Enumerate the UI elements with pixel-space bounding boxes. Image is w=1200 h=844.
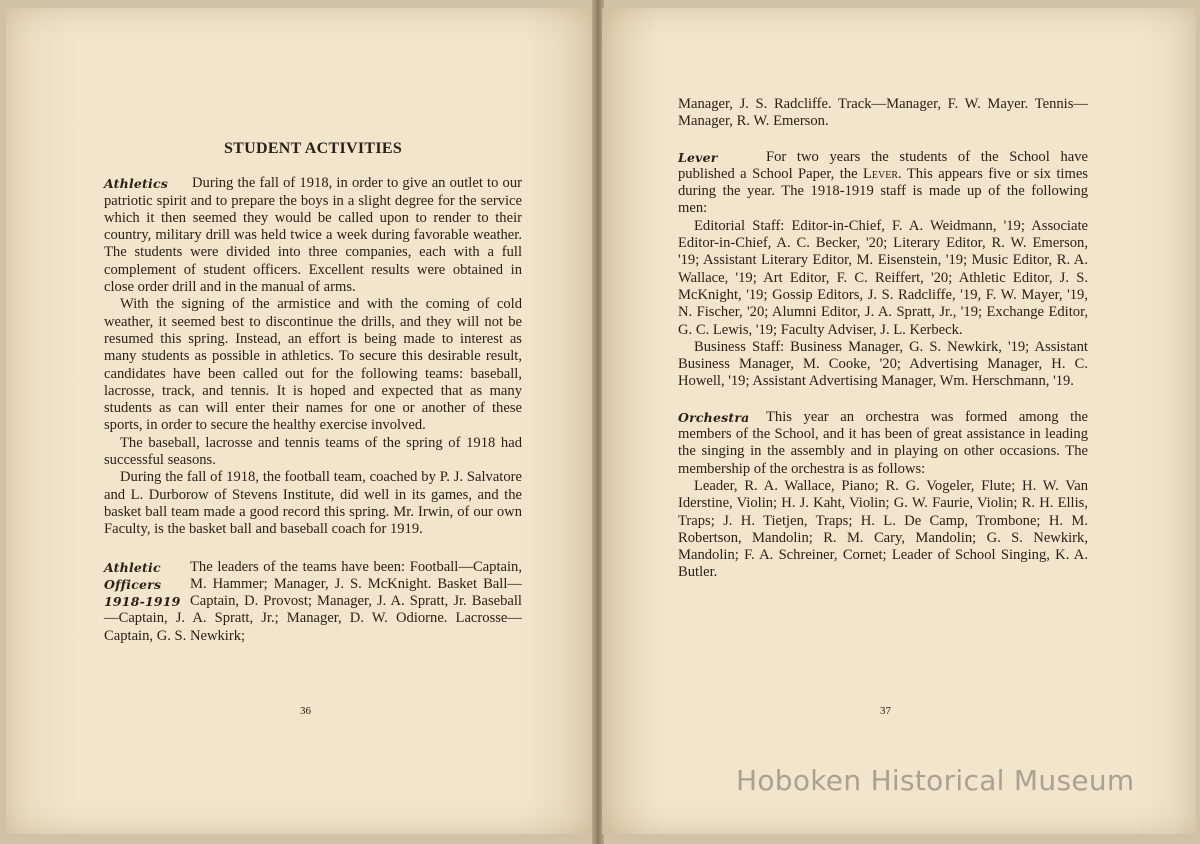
orchestra-heading: Orchestra: [678, 409, 750, 425]
officers-heading-line-1: Athletic: [104, 559, 161, 575]
athletics-heading: Athletics: [104, 176, 169, 192]
athletic-officers-heading: [104, 559, 190, 611]
page-number-right: 37: [880, 705, 891, 717]
lever-section: [678, 149, 1088, 391]
left-page-column: [104, 140, 522, 645]
right-page: [602, 8, 1196, 834]
lever-intro-text-after: This appears five or six times during the year. The 1918-1919 staff is made up of the following men:: [678, 165, 1088, 217]
orchestra-section: [678, 409, 1088, 582]
page-title: STUDENT ACTIVITIES: [223, 140, 403, 157]
lever-editorial-staff: Editorial Staff: Editor-in-Chief, F. A. Weidmann, '19; Associate Editor-in-Chief, A. C. Becker, '20; Literary Editor, R. W. Emerson, '19; Assistant Literary Editor, M. Eisenstein, '19; Music Editor, R. A. Wallace, '19; Art Editor, F. C. Reiffert, '20; Athletic Editor, J. S. McKnight, '19; Gossip Editors, J. S. Radcliffe, '19, F. W. Mayer, '19, N. Fischer, '20; Alumni Editor, J. A. Spratt, Jr., '19; Exchange Editor, G. C. Lewis, '19; Faculty Adviser, J. L. Kerbeck.: [678, 217, 1088, 338]
orchestra-members: Leader, R. A. Wallace, Piano; R. G. Vogeler, Flute; H. W. Van Iderstine, Violin; H. J. Kaht, Violin; G. W. Faurie, Violin; R. H. Ellis, Traps; J. H. Tietjen, Traps; H. L. De Camp, Trombone; H. M. Robertson, Mandolin; R. M. Cary, Mandolin; G. S. Newkirk, Mandolin; F. A. Schreiner, Cornet; Leader of School Singing, K. A. Butler.: [678, 477, 1088, 581]
athletic-officers-section: [104, 559, 522, 645]
officers-heading-line-2: Officers: [104, 576, 162, 592]
officers-continuation: Manager, J. S. Radcliffe. Track—Manager, F. W. Mayer. Tennis—Manager, R. W. Emerson.: [678, 96, 1088, 130]
athletic-officers-text: The leaders of the teams have been: Football—Captain, M. Hammer; Manager, J. S. McKnight. Basket Ball—Captain, D. Provost; Manager, J. A. Spratt, Jr. Baseball—Captain, J. A. Spratt, Jr.; Manager, D. W. Odiorne. Lacrosse—Captain, G. S. Newkirk;: [104, 558, 522, 644]
page-number-left: 36: [300, 705, 311, 717]
athletics-paragraph-4: During the fall of 1918, the football team, coached by P. J. Salvatore and L. Durborow of Stevens Institute, did well in its games, and the basket ball team made a good record this spring. Mr. Irwin, of our own Faculty, is the basket ball and baseball coach for 1919.: [104, 469, 522, 538]
lever-heading: Lever: [678, 149, 718, 165]
lever-intro-text-before: For two years the students of the School have published a School Paper, the: [678, 148, 1088, 182]
right-page-column: [678, 96, 1088, 582]
athletics-paragraph-2: With the signing of the armistice and with the coming of cold weather, it seemed best to discontinue the drills, and they will not be resumed this spring. Instead, an effort is being made to interest as many students as possible in athletics. To secure this desirable result, candidates have been called out for the following teams: baseball, lacrosse, track, and tennis. It is hoped and expected that as many students as can will enter their names for one or another of these sports, in order to secure the healthy exercise involved.: [104, 296, 522, 434]
left-page: [6, 8, 594, 834]
lever-business-staff: Business Staff: Business Manager, G. S. Newkirk, '19; Assistant Business Manager, M. Cooke, '20; Advertising Manager, H. C. Howell, '19; Assistant Advertising Manager, Wm. Herschmann, '19.: [678, 338, 1088, 390]
officers-heading-line-3: 1918-1919: [104, 594, 181, 610]
orchestra-intro: This year an orchestra was formed among the members of the School, and it has been of great assistance in leading the singing in the assembly and in playing on other occasions. The membership of the orchestra is as follows:: [678, 408, 1088, 477]
athletics-section: [104, 175, 522, 538]
athletics-paragraph-3: The baseball, lacrosse and tennis teams of the spring of 1918 had successful seasons.: [104, 434, 522, 469]
athletics-paragraph-1: During the fall of 1918, in order to give an outlet to our patriotic spirit and to prepare the boys in a slight degree for the service which it then seemed they would be called upon to render to their country, military drill was held twice a week during favorable weather. The students were divided into three companies, each with a full complement of student officers. Excellent results were obtained in close order drill and in the manual of arms.: [104, 175, 522, 296]
museum-watermark: Hoboken Historical Museum: [736, 764, 1135, 797]
lever-paper-name: Lever.: [863, 165, 902, 182]
